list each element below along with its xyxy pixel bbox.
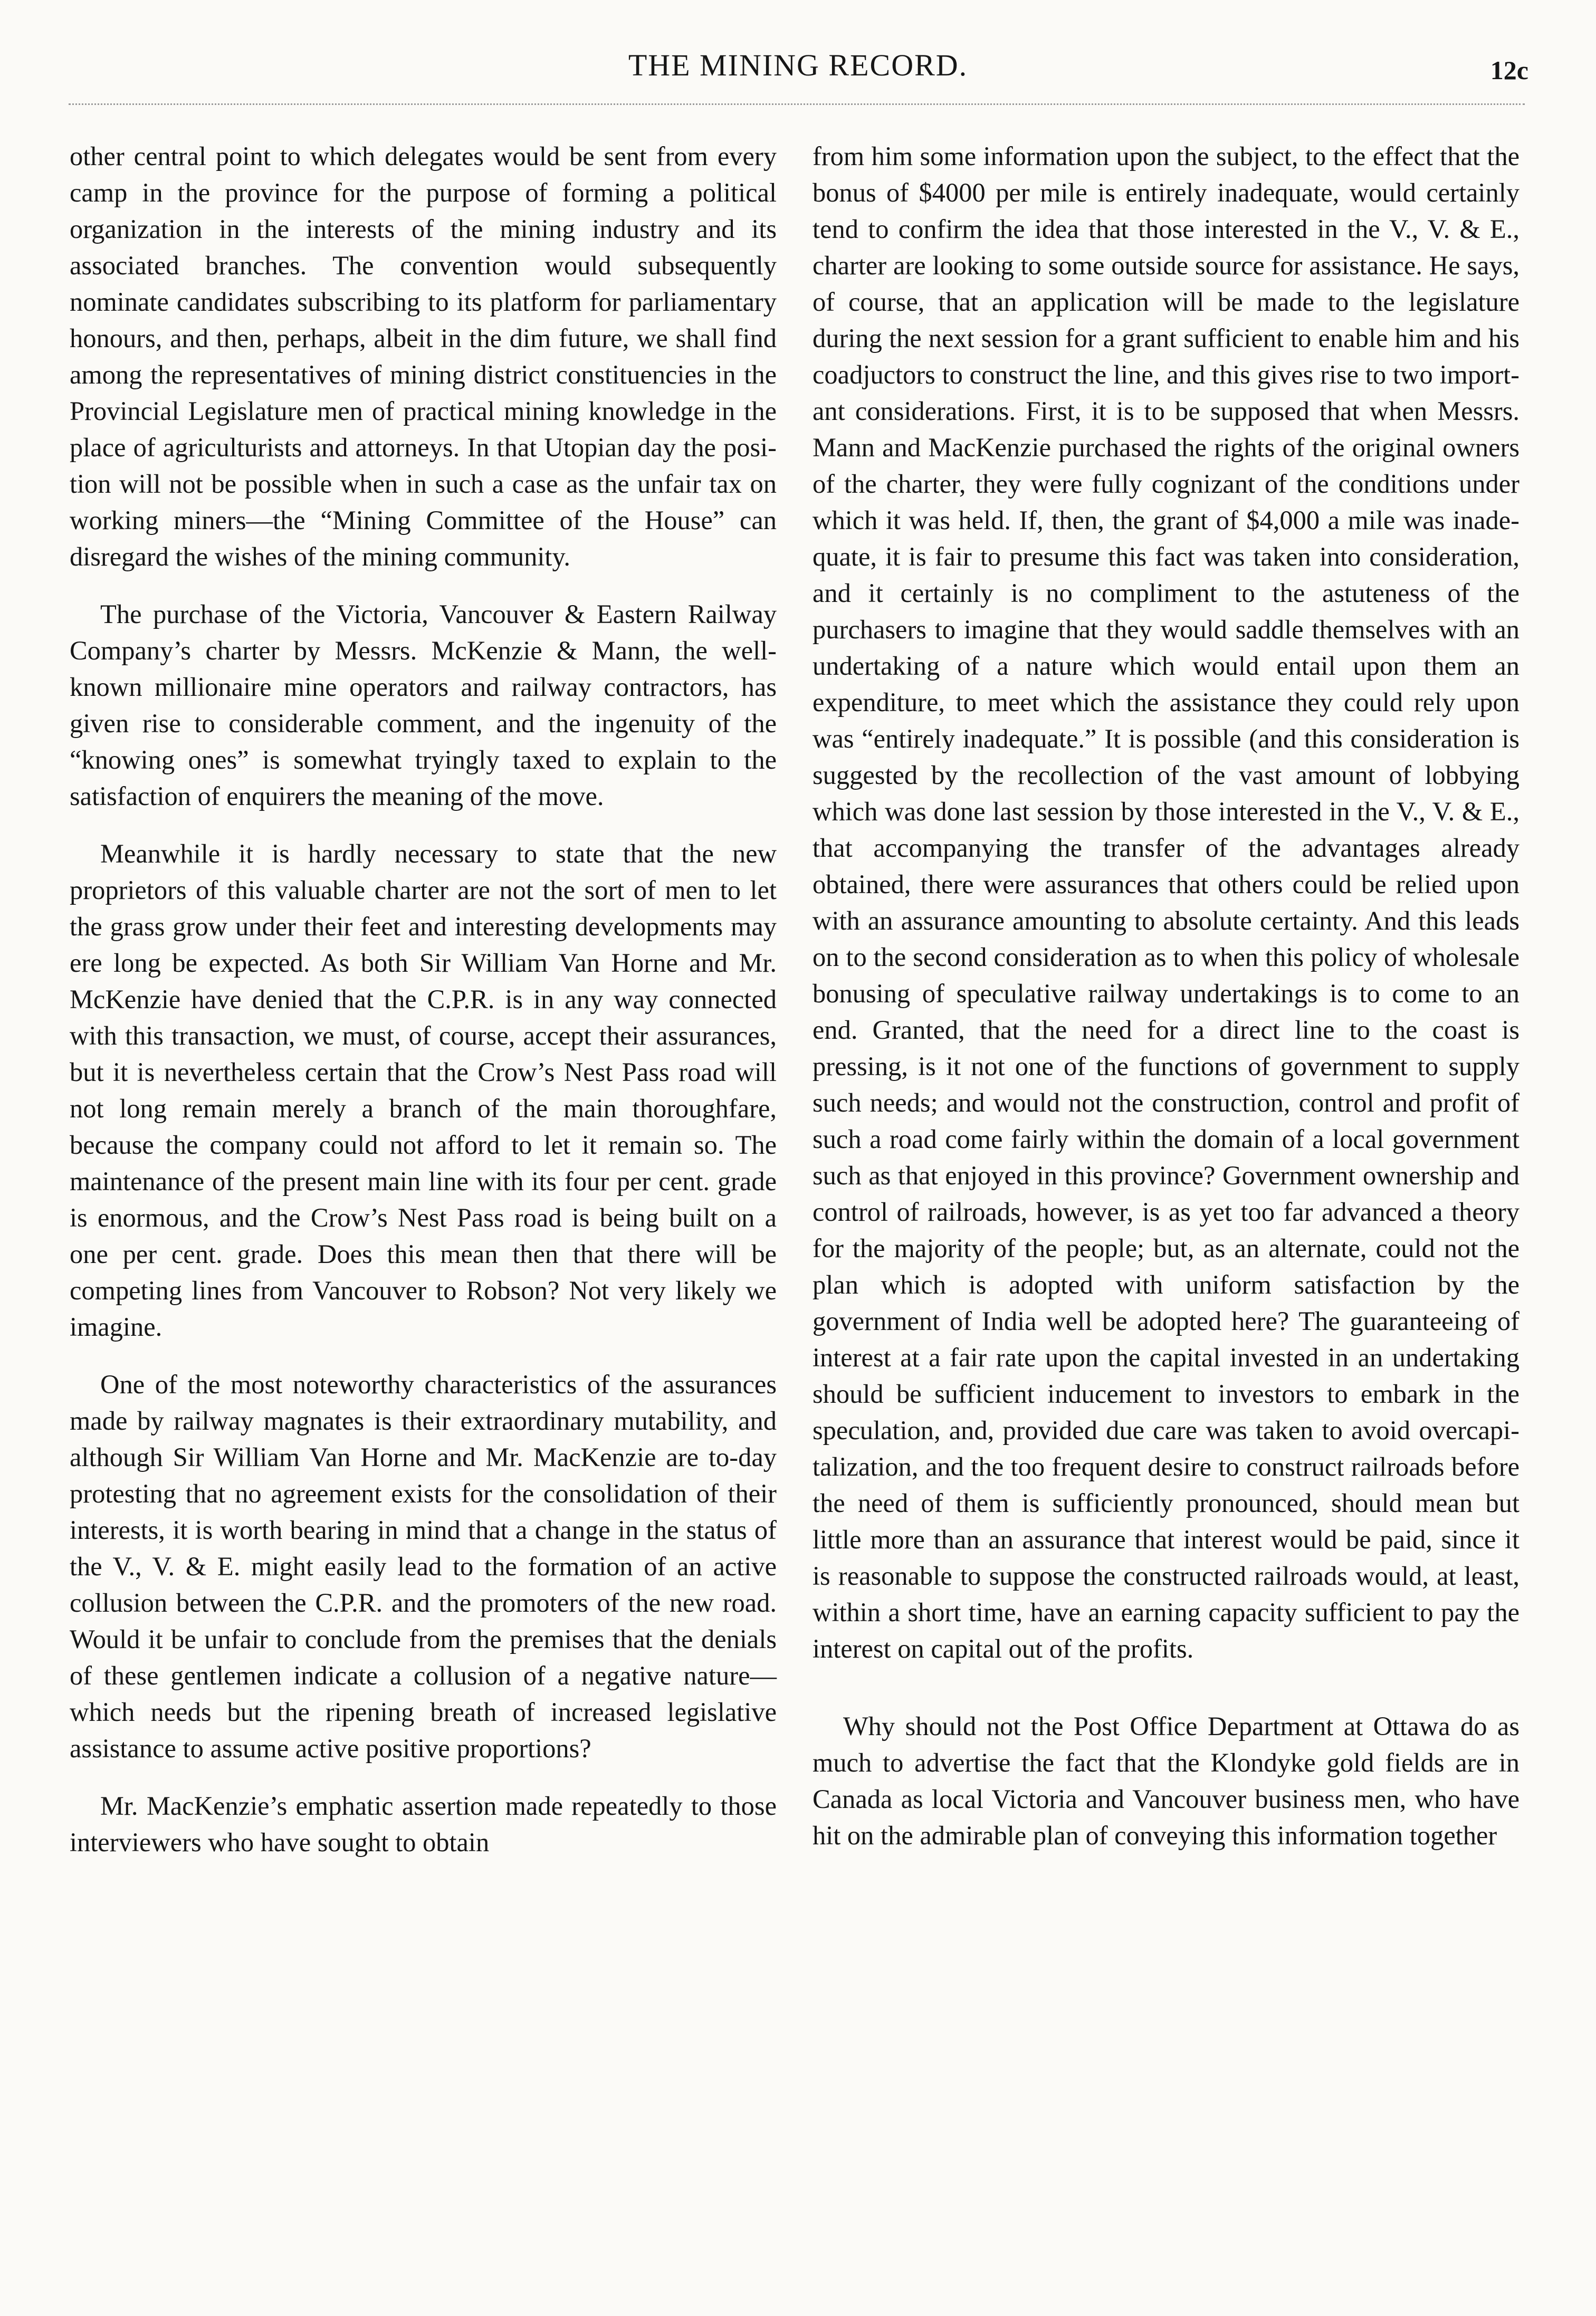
paragraph: Mr. MacKenzie’s emphatic assertion made repeatedly to those interviewers who have sought to obtain xyxy=(70,1791,777,1857)
publication-title: THE MINING RECORD. xyxy=(628,48,968,82)
paragraph: One of the most noteworthy characteristics of the assurances made by railway magnates is their extraordinary mutability, and although Sir William Van Horne and Mr. MacKenzie are to-day protesting that no agreement exists for the consolidation of their interests, it is worth bearing in mind that a change in the status of the V., V. & E. might easily lead to the formation of an active collusion between the C.P.R. and the promoters of the new road. Would it be unfair to conclude from the premises that the denials of these gentlemen indicate a collusion of a negative nature—which needs but the ripening breath of increased legislative assistance to assume active positive proportions? xyxy=(70,1370,777,1763)
header-divider xyxy=(69,103,1525,105)
left-column xyxy=(70,138,777,2264)
paragraph: The purchase of the Victoria, Vancouver & Eastern Railway Company’s charter by Messrs. McKenzie & Mann, the well-known millionaire mine operators and railway contractors, has given rise to considerable comment, and the ingenuity of the “knowing ones” is somewhat tryingly taxed to explain to the satisfaction of enquirers the meaning of the move. xyxy=(70,599,777,811)
paragraph: from him some information upon the subject, to the effect that the bonus of $4000 per mile is entirely inadequate, would certainly tend to confirm the idea that those interested in the V., V. & E., charter are looking to some outside source for assistance. He says, of course, that an application will be made to the legislature during the next session for a grant sufficient to enable him and his coadjuctors to construct the line, and this gives rise to two important considerations. First, it is to be supposed that when Messrs. Mann and MacKenzie purchased the rights of the original owners of the charter, they were fully cognizant of the conditions under which it was held. If, then, the grant of $4,000 a mile was inadequate, it is fair to presume this fact was taken into consideration, and it certainly is no compliment to the astuteness of the purchasers to imagine that they would saddle themselves with an undertaking of a nature which would entail upon them an expenditure, to meet which the assistance they could rely upon was “entirely inadequate.” It is possible (and this consideration is suggested by the recollection of the vast amount of lobbying which was done last session by those interested in the V., V. & E., that accompanying the transfer of the advantages already obtained, there were assurances that others could be relied upon with an assurance amounting to absolute certainty. And this leads on to the second consideration as to when this policy of wholesale bonusing of speculative railway undertakings is to come to an end. Granted, that the need for a direct line to the coast is pressing, is it not one of the functions of government to supply such needs; and would not the construction, control and profit of such a road come fairly within the domain of a local government such as that enjoyed in this province? Government ownership and control of railroads, however, is as yet too far advanced a theory for the majority of the people; but, as an alternate, could not the plan which is adopted with uniform satisfaction by the government of India well be adopted here? The guaranteeing of interest at a fair rate upon the capital invested in an undertaking should be sufficient inducement to investors to embark in the speculation, and, provided due care was taken to avoid overcapitalization, and the too frequent desire to construct railroads before the need of them is sufficiently pronounced, should mean but little more than an assurance that interest would be paid, since it is reasonable to suppose the constructed railroads would, at least, within a short time, have an earning capacity sufficient to pay the interest on capital out of the profits. xyxy=(813,141,1519,1663)
paragraph: other central point to which delegates would be sent from every camp in the province for the purpose of forming a political organization in the interests of the mining industry and its associated branches. The convention would subsequently nominate candidates subscribing to its platform for parliamentary honours, and then, perhaps, albeit in the dim future, we shall find among the representatives of mining district constituencies in the Provincial Legislature men of practical mining knowledge in the place of agriculturists and attorneys. In that Utopian day the position will not be possible when in such a case as the unfair tax on working miners—the “Mining Committee of the House” can disregard the wishes of the mining community. xyxy=(70,141,777,571)
paragraph: Why should not the Post Office Department at Ottawa do as much to advertise the fact that the Klondyke gold fields are in Canada as local Victoria and Vancouver business men, who have hit on the admirable plan of conveying this information together xyxy=(813,1711,1519,1850)
page-number: 12c xyxy=(1490,55,1528,85)
page-header xyxy=(0,47,1596,90)
right-column xyxy=(813,138,1519,2264)
paragraph: Meanwhile it is hardly necessary to state that the new proprietors of this valuable charter are not the sort of men to let the grass grow under their feet and interesting developments may ere long be expected. As both Sir William Van Horne and Mr. McKenzie have denied that the C.P.R. is in any way connected with this transaction, we must, of course, accept their assurances, but it is nevertheless certain that the Crow’s Nest Pass road will not long remain merely a branch of the main thoroughfare, because the company could not afford to let it remain so. The maintenance of the present main line with its four per cent. grade is enormous, and the Crow’s Nest Pass road is being built on a one per cent. grade. Does this mean then that there will be competing lines from Vancouver to Robson? Not very likely we imagine. xyxy=(70,839,777,1342)
